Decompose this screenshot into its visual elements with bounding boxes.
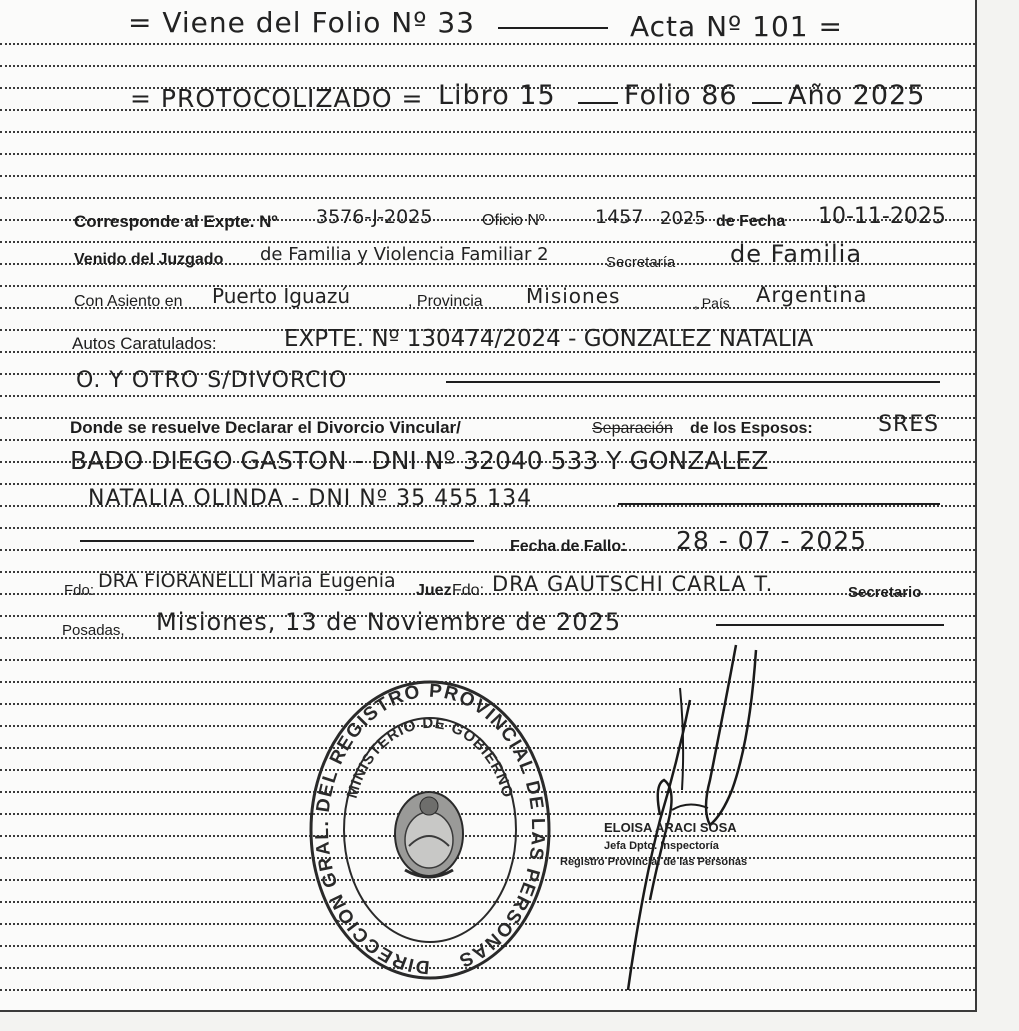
value-autos-2: O. Y OTRO S/DIVORCIO — [76, 368, 348, 393]
label-autos: Autos Caratulados: — [72, 334, 217, 353]
signature-block — [560, 640, 820, 1000]
value-juez: DRA FIORANELLI Maria Eugenia — [98, 570, 396, 592]
ruled-line — [0, 659, 975, 661]
ruled-line — [0, 989, 975, 991]
label-fecha-fallo: Fecha de Fallo: — [510, 538, 627, 555]
header-protocolizado: = PROTOCOLIZADO = — [130, 84, 424, 113]
label-esposos: de los Esposos: — [690, 420, 813, 437]
ruled-line — [0, 593, 975, 595]
seal-outer-text: DIRECCIÓN GRAL. DEL REGISTRO PROVINCIAL DE LAS PERSONAS — [311, 680, 549, 978]
ruled-line — [0, 637, 975, 639]
value-asiento: Puerto Iguazú — [212, 284, 351, 308]
label-juez: Juez — [416, 582, 452, 599]
value-esposos-1: BADO DIEGO GASTON - DNI Nº 32040 533 Y GONZALEZ — [70, 446, 769, 475]
ruled-line — [0, 131, 975, 133]
value-esposos-2: NATALIA OLINDA - DNI Nº 35 455 134 — [88, 486, 533, 511]
seal-inner-text: MINISTERIO DE GOBIERNO — [343, 714, 517, 801]
label-fdo-juez: Fdo: — [64, 582, 95, 599]
value-esposos-sres: SRES — [878, 412, 940, 437]
value-secretaria: de Familia — [730, 240, 863, 268]
esposos-fill-line — [618, 503, 940, 505]
label-venido: Venido del Juzgado — [74, 251, 224, 268]
label-fecha: de Fecha — [716, 213, 786, 230]
header-folio: Folio 86 — [624, 80, 738, 111]
seal-svg — [305, 678, 555, 983]
label-asiento: Con Asiento en — [74, 293, 183, 310]
coat-of-arms-icon — [395, 792, 463, 877]
value-provincia: Misiones — [526, 284, 621, 308]
official-seal — [305, 678, 555, 983]
header-anio: Año 2025 — [788, 80, 926, 111]
header-dash-2 — [578, 102, 618, 104]
label-donde: Donde se resuelve Declarar el Divorcio Vincular/ — [70, 418, 461, 437]
autos-fill-line — [446, 381, 940, 383]
value-posadas: Misiones, 13 de Noviembre de 2025 — [156, 608, 622, 636]
label-separacion: Separación — [592, 420, 673, 437]
header-acta: Acta Nº 101 = — [630, 10, 843, 43]
value-oficio-year: 2025 — [660, 208, 706, 229]
header-dash-3 — [752, 102, 782, 104]
signer-org: Registro Provincial de las Personas — [560, 856, 748, 868]
ruled-line — [0, 395, 975, 397]
ruled-line — [0, 43, 975, 45]
value-fecha: 10-11-2025 — [818, 204, 946, 229]
value-expte: 3576-J-2025 — [316, 206, 433, 228]
ruled-line — [0, 197, 975, 199]
ruled-line — [0, 439, 975, 441]
value-fecha-fallo: 28 - 07 - 2025 — [676, 526, 868, 555]
ruled-line — [0, 175, 975, 177]
ruled-line — [0, 483, 975, 485]
value-secretario: DRA GAUTSCHI CARLA T. — [492, 572, 774, 596]
label-fdo-secretario: Fdo: — [452, 582, 485, 599]
signer-role: Jefa Dpto. Inspectoría — [604, 840, 719, 852]
label-pais: , País — [694, 295, 730, 311]
fallo-fill-line — [80, 540, 474, 542]
value-autos-1: EXPTE. Nº 130474/2024 - GONZALEZ NATALIA — [284, 326, 814, 352]
header-viene-folio: = Viene del Folio Nº 33 — [128, 6, 475, 39]
header-libro: Libro 15 — [438, 80, 556, 111]
label-corresponde: Corresponde al Expte. Nº — [74, 212, 278, 231]
label-posadas: Posadas, — [62, 622, 125, 639]
ruled-line — [0, 65, 975, 67]
label-secretaria: Secretaría — [606, 254, 676, 271]
posadas-fill-line — [716, 624, 944, 626]
value-juzgado: de Familia y Violencia Familiar 2 — [260, 244, 549, 265]
ruled-line — [0, 153, 975, 155]
value-pais: Argentina — [756, 283, 868, 307]
label-provincia: , Provincia — [408, 293, 483, 310]
signer-name: ELOISA ARACI SOSA — [604, 820, 737, 835]
label-oficio: Oficio Nº — [482, 212, 545, 229]
header-dash-1 — [498, 27, 608, 29]
label-secretario: Secretario — [848, 584, 922, 601]
value-oficio: 1457 — [595, 206, 644, 228]
